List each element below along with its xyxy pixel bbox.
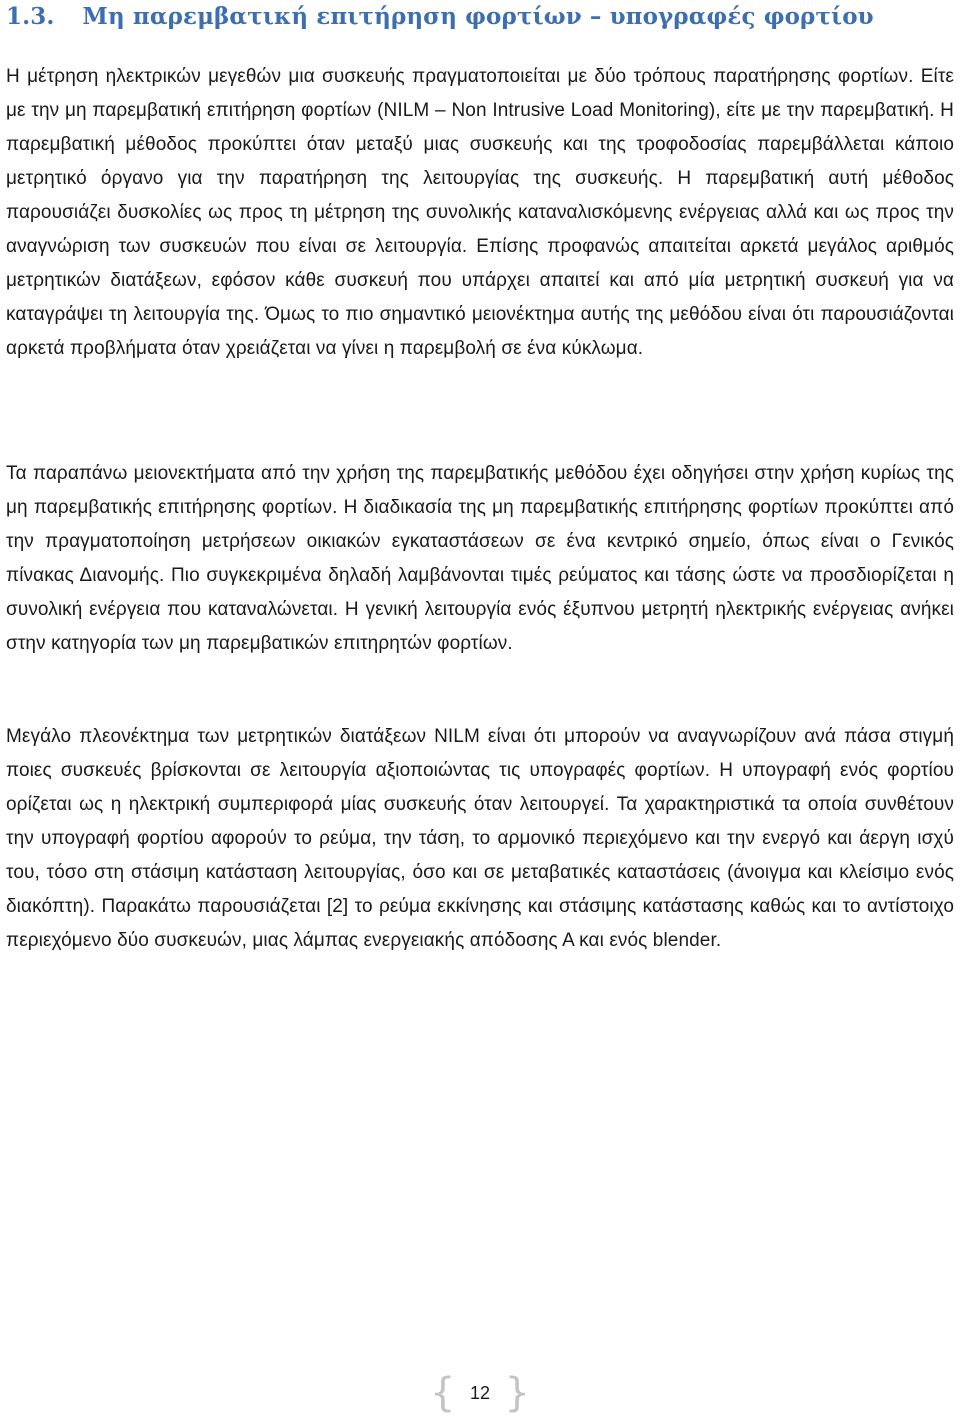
page-number: 12 <box>469 1383 491 1403</box>
page-footer <box>430 1371 530 1419</box>
paragraph-intro: Η μέτρηση ηλεκτρικών μεγεθών μια συσκευής πραγματοποιείται με δύο τρόπους παρατήρησης φορτίων. Είτε με την μη παρεμβατική επιτήρηση φορτίων (NILM – Non Intrusive Load Monitoring), είτε με την παρεμβατική. Η παρεμβατική μέθοδος προκύπτει όταν μεταξύ μιας συσκευής και της τροφοδοσίας παρεμβάλλεται κάποιο μετρητικό όργανο για την παρατήρηση της λειτουργίας της συσκευής. Η παρεμβατική αυτή μέθοδος παρουσιάζει δυσκολίες ως προς τη μέτρηση της συνολικής καταναλισκόμενης ενέργειας αλλά και ως προς την αναγνώριση των συσκευών που είναι σε λειτουργία. Επίσης προφανώς απαιτείται αρκετά μεγάλος αριθμός μετρητικών διατάξεων, εφόσον κάθε συσκευή που υπάρχει απαιτεί και από μία μετρητική συσκευή για να καταγράψει τη λειτουργία της. Όμως το πιο σημαντικό μειονέκτημα αυτής της μεθόδου είναι ότι παρουσιάζονται αρκετά προβλήματα όταν χρειάζεται να γίνει η παρεμβολή σε ένα κύκλωμα. <box>6 66 954 359</box>
section-number: 1.3. <box>6 3 55 30</box>
paragraph-nilm-advantage: Μεγάλο πλεονέκτημα των μετρητικών διατάξεων NILM είναι ότι μπορούν να αναγνωρίζουν ανά πάσα στιγμή ποιες συσκευές βρίσκονται σε λειτουργία αξιοποιώντας τις υπογραφές φορτίων. Η υπογραφή ενός φορτίου ορίζεται ως η ηλεκτρική συμπεριφορά μίας συσκευής όταν λειτουργεί. Τα χαρακτηριστικά τα οποία συνθέτουν την υπογραφή φορτίου αφορούν το ρεύμα, την τάση, το αρμονικό περιεχόμενο και την ενεργό και άεργη ισχύ του, τόσο στη στάσιμη κατάσταση λειτουργίας, όσο και σε μεταβατικές καταστάσεις (άνοιγμα και κλείσιμο ενός διακόπτη). Παρακάτω παρουσιάζεται [2] το ρεύμα εκκίνησης και στάσιμης κατάστασης καθώς και το αντίστοιχο περιεχόμενο δύο συσκευών, μιας λάμπας ενεργειακής απόδοσης Α και ενός blender. <box>6 726 954 951</box>
section-title: Μη παρεμβατική επιτήρηση φορτίων – υπογραφές φορτίου <box>82 3 874 30</box>
section-heading <box>6 2 874 32</box>
paragraph-drawbacks: Τα παραπάνω μειονεκτήματα από την χρήση της παρεμβατικής μεθόδου έχει οδηγήσει στην χρήση κυρίως της μη παρεμβατικής επιτήρησης φορτίων. Η διαδικασία της μη παρεμβατικής επιτήρησης φορτίων προκύπτει από την πραγματοποίηση μετρήσεων οικιακών εγκαταστάσεων σε ένα κεντρικό σημείο, όπως είναι ο Γενικός πίνακας Διανομής. Πιο συγκεκριμένα δηλαδή λαμβάνονται τιμές ρεύματος και τάσης ώστε να προσδιορίζεται η συνολική ενέργεια που καταναλώνεται. Η γενική λειτουργία ενός έξυπνου μετρητή ηλεκτρικής ενέργειας ανήκει στην κατηγορία των μη παρεμβατικών επιτηρητών φορτίων. <box>6 463 954 654</box>
left-brace-icon: { <box>430 1370 456 1416</box>
right-brace-icon: } <box>504 1370 530 1416</box>
